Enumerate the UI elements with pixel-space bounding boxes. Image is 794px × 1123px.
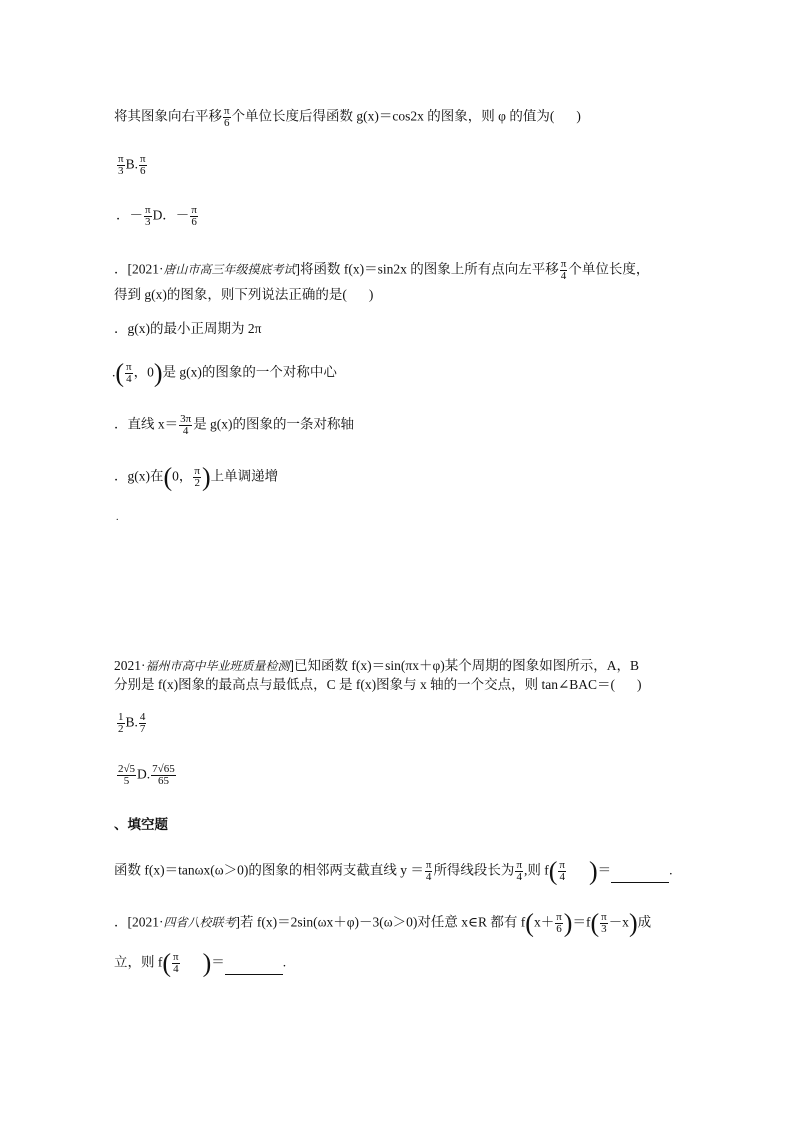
right-paren: ): [201, 462, 211, 492]
q2-option-a-text: ．g(x)的最小正周期为 2π: [114, 321, 262, 336]
right-paren: ): [202, 948, 212, 978]
stray-dot: .: [116, 512, 119, 523]
q4-arg-fraction: [558, 860, 566, 883]
frac-num: 3π: [180, 413, 192, 425]
q2-option-c: [114, 414, 354, 437]
frac-den: 4: [182, 425, 189, 437]
left-paren: (: [163, 462, 173, 492]
q3-stem-line2: [114, 676, 642, 694]
frac-num: π: [126, 361, 132, 373]
q2-option-b-fraction: [125, 362, 133, 385]
q1-option-d: [190, 205, 198, 228]
q2-option-d-zero: 0，: [172, 468, 193, 484]
q2-option-b: [112, 358, 337, 388]
frac-num: π: [194, 465, 200, 477]
q4-equals: ＝: [597, 862, 612, 878]
q2-source: 唐山市高三年级摸底考试: [163, 262, 296, 277]
frac-den: 3: [601, 923, 607, 935]
frac-num: π: [560, 258, 567, 270]
frac-den: 7: [139, 723, 146, 735]
q5-arg-fraction: [172, 952, 180, 975]
q5-a-fraction: [555, 912, 563, 935]
q4-y-fraction: [425, 860, 433, 883]
q3-option-b: [139, 712, 147, 735]
q5-stem-line1: [114, 908, 652, 938]
q1-options-ab: [116, 154, 148, 177]
frac-den: 6: [191, 216, 197, 228]
frac-num: π: [118, 153, 124, 165]
q2-option-d-text: 上单调递增: [210, 468, 279, 484]
q2-stem-line2: [114, 286, 373, 304]
right-paren: ): [153, 358, 163, 388]
frac-num: π: [601, 911, 607, 923]
q1-option-a: [117, 154, 125, 177]
section-heading: [114, 816, 168, 834]
q1-option-b-label: B.: [125, 156, 138, 172]
frac-den: 6: [139, 165, 146, 177]
q3-option-c: [117, 764, 136, 787]
q1-stem-close: ): [576, 108, 581, 124]
q4-stem-text-c: ,则 f: [524, 862, 549, 878]
q3-option-b-label: B.: [125, 714, 138, 730]
frac-num: 4: [139, 711, 146, 723]
q3-options-ab: [116, 712, 147, 735]
frac-den: 4: [173, 963, 179, 975]
q3-options-cd: [116, 764, 177, 787]
frac-num: π: [145, 204, 151, 216]
q2-stem-text-a: ]将函数 f(x)＝sin2x 的图象上所有点向左平移: [295, 261, 559, 277]
right-paren: ): [563, 908, 573, 938]
q3-stem-text-a: ]已知函数 f(x)＝sin(πx＋φ)某个周期的图象如图所示，A，B: [289, 658, 639, 673]
q5-b-fraction: [600, 912, 608, 935]
q2-stem-text-b: 个单位长度，: [568, 261, 650, 277]
section-heading-text: 、填空题: [114, 817, 168, 832]
q2-stem-close: ): [368, 287, 374, 302]
frac-den: 5: [123, 775, 130, 787]
q1-shift-fraction: [223, 106, 231, 129]
q3-option-d: [151, 764, 176, 787]
q2-option-b-text: 是 g(x)的图象的一个对称中心: [162, 364, 337, 380]
q2-shift-fraction: [560, 259, 568, 282]
frac-den: 3: [145, 216, 151, 228]
frac-den: 6: [224, 117, 230, 129]
q5-stem-line2: [114, 948, 287, 978]
q5-prefix: ．[2021·: [114, 914, 164, 930]
q2-stem-text-c: 得到 g(x)的图象，则下列说法正确的是(: [114, 287, 347, 302]
q3-source: 福州市高中毕业班质量检测: [145, 659, 290, 673]
q5-stem-text-c: 立，则 f: [114, 954, 163, 970]
q2-option-d-fraction: [193, 466, 201, 489]
q2-option-c-text: 是 g(x)的图象的一条对称轴: [193, 416, 355, 432]
left-paren: (: [590, 908, 600, 938]
q4-stem-text-a: 函数 f(x)＝tanωx(ω＞0)的图象的相邻两支截直线 y ＝: [114, 862, 424, 878]
frac-den: 4: [126, 373, 132, 385]
answer-blank[interactable]: [225, 973, 283, 975]
frac-num: π: [191, 204, 197, 216]
q3-option-a: [117, 712, 125, 735]
left-paren: (: [115, 358, 125, 388]
q5-minus-x: －x: [608, 914, 629, 930]
q4-end: .: [669, 862, 673, 878]
q5-end: .: [282, 954, 287, 970]
q2-prefix: ．[2021·: [114, 261, 164, 277]
q3-stem-line1: [114, 657, 639, 675]
frac-den: 3: [118, 165, 124, 177]
q5-equals-f: ＝f: [572, 914, 591, 930]
frac-den: 2: [194, 477, 200, 489]
frac-den: 4: [425, 871, 432, 883]
frac-num: 1: [118, 711, 124, 723]
q1-options-cd: [116, 205, 199, 228]
q1-option-d-label: D．－: [152, 207, 190, 223]
answer-blank[interactable]: [611, 881, 669, 883]
frac-den: 65: [157, 775, 169, 787]
q2-option-d: [114, 462, 279, 492]
q2-stem-line1: [114, 259, 649, 282]
q4-stem: [114, 856, 673, 886]
q2-option-d-prefix: ．g(x)在: [114, 468, 164, 484]
frac-den: 4: [559, 871, 565, 883]
left-paren: (: [525, 908, 534, 938]
q1-stem: [114, 106, 581, 129]
frac-num: π: [556, 911, 562, 923]
frac-num: π: [139, 153, 146, 165]
left-paren: (: [548, 856, 558, 886]
frac-num: π: [559, 859, 565, 871]
q1-stem-text-b: 个单位长度后得函数 g(x)＝cos2x 的图象，则 φ 的值为(: [231, 108, 555, 124]
right-paren: ): [588, 856, 598, 886]
frac-num: π: [173, 951, 179, 963]
q3-stem-text-b: 分别是 f(x)图象的最高点与最低点，C 是 f(x)图象与 x 轴的一个交点，则 tan∠BAC＝(: [114, 677, 616, 692]
left-paren: (: [162, 948, 172, 978]
frac-num: 2√5: [118, 763, 136, 775]
right-paren: ): [628, 908, 638, 938]
frac-den: 6: [556, 923, 562, 935]
q3-option-d-label: D.: [137, 766, 151, 782]
frac-num: 7√65: [152, 763, 175, 775]
frac-num: π: [425, 859, 432, 871]
q1-option-b: [139, 154, 147, 177]
frac-den: 2: [118, 723, 124, 735]
q5-stem-text-b: 成: [637, 914, 652, 930]
q2-option-b-prefix: .: [112, 364, 116, 380]
q1-option-c: [144, 205, 152, 228]
q1-option-c-prefix: ．－: [116, 207, 143, 223]
frac-num: π: [224, 105, 230, 117]
q2-option-b-mid: ，0: [133, 364, 154, 380]
q4-length-fraction: [515, 860, 523, 883]
q5-stem-text-a: ]若 f(x)＝2sin(ωx＋φ)－3(ω＞0)对任意 x∈R 都有 f: [235, 914, 526, 930]
q2-option-a: [114, 320, 261, 338]
q4-stem-text-b: 所得线段长为: [433, 862, 515, 878]
q3-stem-close: ): [637, 677, 642, 692]
q3-prefix: 2021·: [114, 658, 146, 673]
q5-equals: ＝: [211, 954, 225, 970]
frac-den: 4: [560, 270, 567, 282]
frac-num: π: [516, 859, 522, 871]
q1-stem-text-a: 将其图象向右平移: [114, 108, 222, 124]
q5-source: 四省八校联考: [163, 915, 236, 930]
q2-option-c-fraction: [179, 414, 192, 437]
frac-den: 4: [516, 871, 522, 883]
q5-x-plus: x＋: [533, 914, 555, 930]
q2-option-c-prefix: ．直线 x＝: [114, 416, 179, 432]
